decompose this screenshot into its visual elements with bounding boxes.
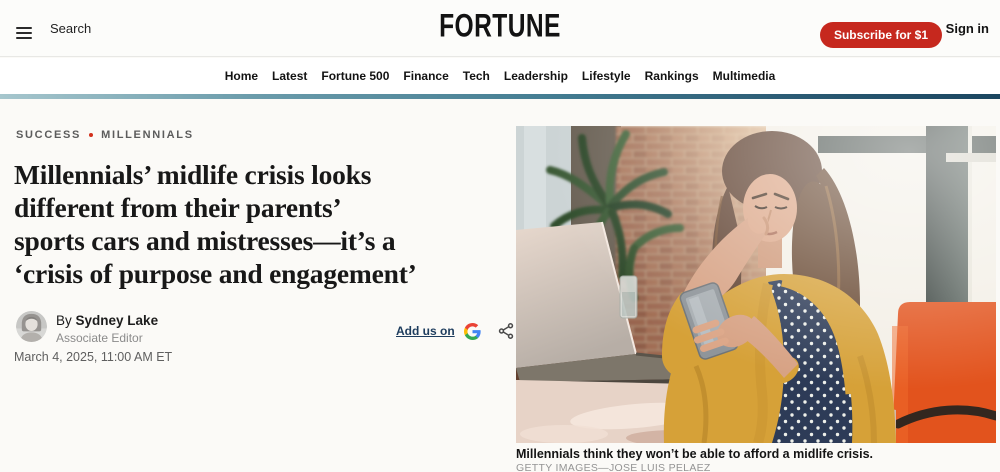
primary-nav xyxy=(0,58,1000,94)
share-icon[interactable] xyxy=(497,322,515,340)
search-link[interactable]: Search xyxy=(50,21,92,36)
nav-item-tech[interactable]: Tech xyxy=(462,69,490,83)
signin-link[interactable]: Sign in xyxy=(945,21,989,36)
byline-name-line xyxy=(56,313,158,328)
dot-separator-icon xyxy=(89,133,93,137)
fortune-logo[interactable]: FORTUNE xyxy=(439,8,561,44)
image-caption: Millennials think they won’t be able to afford a midlife crisis. xyxy=(516,447,874,461)
nav-item-leadership[interactable]: Leadership xyxy=(503,69,568,83)
nav-item-latest[interactable]: Latest xyxy=(272,69,308,83)
article-headline xyxy=(14,158,417,290)
nav-item-rankings[interactable]: Rankings xyxy=(644,69,699,83)
byline xyxy=(56,313,158,345)
author-avatar[interactable] xyxy=(16,311,47,342)
nav-item-multimedia[interactable]: Multimedia xyxy=(712,69,776,83)
byline-prefix: By xyxy=(56,313,72,328)
site-header xyxy=(0,0,1000,57)
breadcrumb xyxy=(16,129,194,141)
add-us-on-link[interactable]: Add us on xyxy=(396,324,455,338)
nav-item-home[interactable]: Home xyxy=(224,69,259,83)
headline-line: Millennials’ midlife crisis looks xyxy=(14,159,372,190)
headline-line: different from their parents’ xyxy=(14,192,342,223)
subscribe-button[interactable]: Subscribe for $1 xyxy=(820,22,942,48)
menu-icon[interactable] xyxy=(16,27,32,39)
category-link-millennials[interactable]: MILLENNIALS xyxy=(101,129,194,141)
hero-photo-illustration xyxy=(516,126,996,443)
category-link-success[interactable]: SUCCESS xyxy=(16,129,82,141)
follow-row xyxy=(396,320,515,342)
nav-item-finance[interactable]: Finance xyxy=(403,69,449,83)
author-role: Associate Editor xyxy=(56,331,143,345)
headline-line: sports cars and mistresses—it’s a xyxy=(14,225,396,256)
author-name-link[interactable]: Sydney Lake xyxy=(75,313,159,328)
publish-date: March 4, 2025, 11:00 AM ET xyxy=(14,350,173,364)
image-credit: GETTY IMAGES—JOSE LUIS PELAEZ xyxy=(516,462,711,472)
headline-line: ‘crisis of purpose and engagement’ xyxy=(14,258,417,289)
article-hero-image xyxy=(516,126,996,443)
google-g-icon[interactable] xyxy=(464,323,481,340)
nav-item-fortune-500[interactable]: Fortune 500 xyxy=(321,69,390,83)
author-headshot-image xyxy=(16,311,47,342)
teal-gradient-divider xyxy=(0,94,1000,99)
nav-item-lifestyle[interactable]: Lifestyle xyxy=(581,69,631,83)
